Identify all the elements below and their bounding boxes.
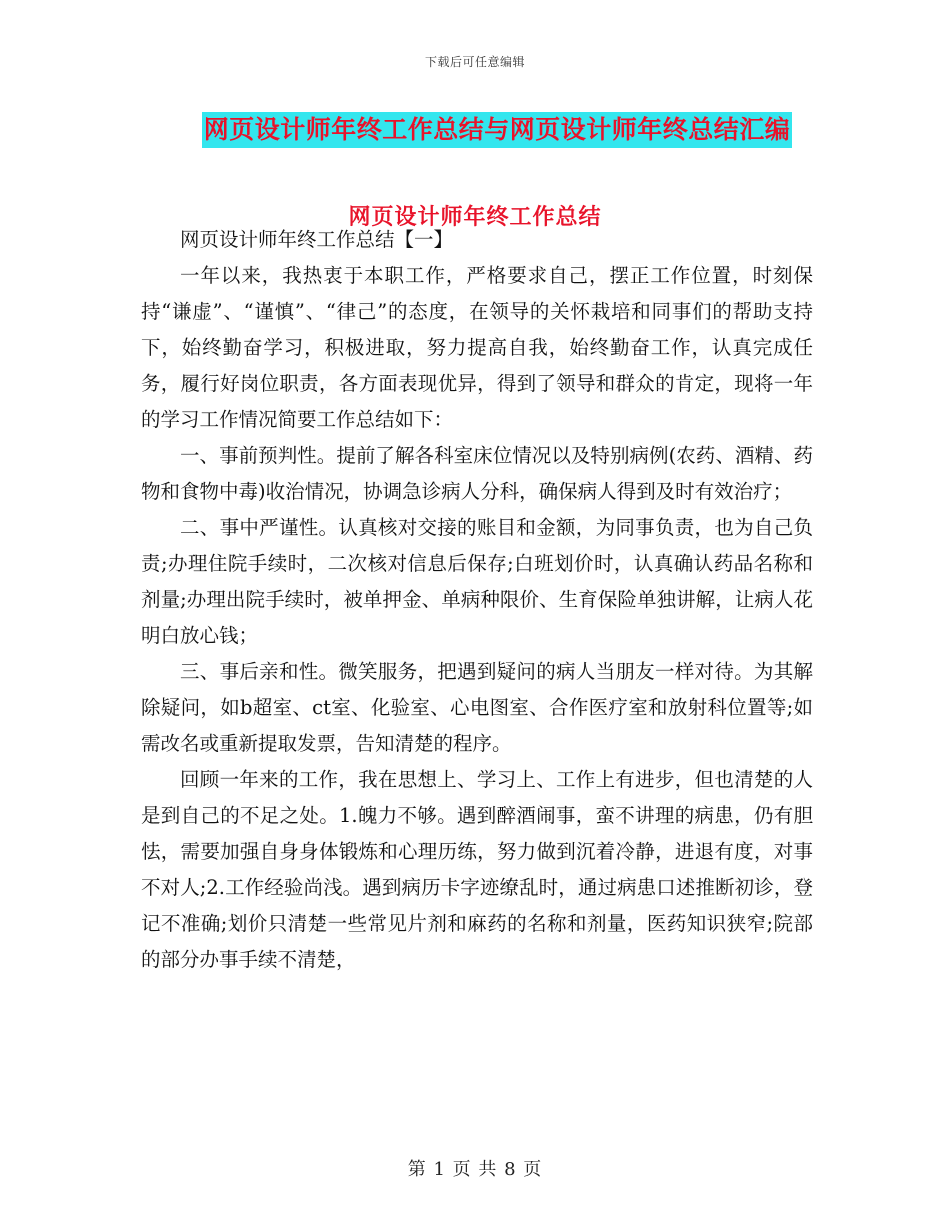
paragraph-intro: 一年以来，我热衷于本职工作，严格要求自己，摆正工作位置，时刻保持“谦虚”、“谨慎”、“律己”的态度，在领导的关怀栽培和同事们的帮助支持下，始终勤奋学习，积极进取，努力提高自我，始终勤奋工作，认真完成任务，履行好岗位职责，各方面表现优异，得到了领导和群众的肯定，现将一年的学习工作情况简要工作总结如下： (141, 264, 813, 431)
main-title: 网页设计师年终工作总结与网页设计师年终总结汇编 (202, 112, 793, 148)
subheading: 网页设计师年终工作总结【一】 (180, 228, 454, 251)
paragraph-point-2: 二、事中严谨性。认真核对交接的账目和金额，为同事负责，也为自己负责;办理住院手续时，二次核对信息后保存;白班划价时，认真确认药品名称和剂量;办理出院手续时，被单押金、单病种限价、生育保险单独讲解，让病人花明白放心钱； (141, 516, 813, 647)
document-body (141, 222, 813, 978)
paragraph-point-3: 三、事后亲和性。微笑服务，把遇到疑问的病人当朋友一样对待。为其解除疑问，如b超室、ct室、化验室、心电图室、合作医疗室和放射科位置等;如需改名或重新提取发票，告知清楚的程序。 (141, 660, 813, 755)
main-title-container (0, 112, 950, 148)
paragraph-review: 回顾一年来的工作，我在思想上、学习上、工作上有进步，但也清楚的人是到自己的不足之处。1.魄力不够。遇到醉酒闹事，蛮不讲理的病患，仍有胆怯，需要加强自身身体锻炼和心理历练，努力做到沉着冷静，进退有度，对事不对人;2.工作经验尚浅。遇到病历卡字迹缭乱时，通过病患口述推断初诊，登记不准确;划价只清楚一些常见片剂和麻药的名称和剂量，医药知识狭窄;院部的部分办事手续不清楚， (141, 768, 813, 971)
paragraph-point-1: 一、事前预判性。提前了解各科室床位情况以及特别病例(农药、酒精、药物和食物中毒)收治情况，协调急诊病人分科，确保病人得到及时有效治疗； (141, 444, 813, 503)
page-header-note: 下载后可任意编辑 (424, 55, 525, 69)
page-number: 第 1 页 共 8 页 (407, 1159, 543, 1180)
section-title: 网页设计师年终工作总结 (348, 205, 602, 230)
